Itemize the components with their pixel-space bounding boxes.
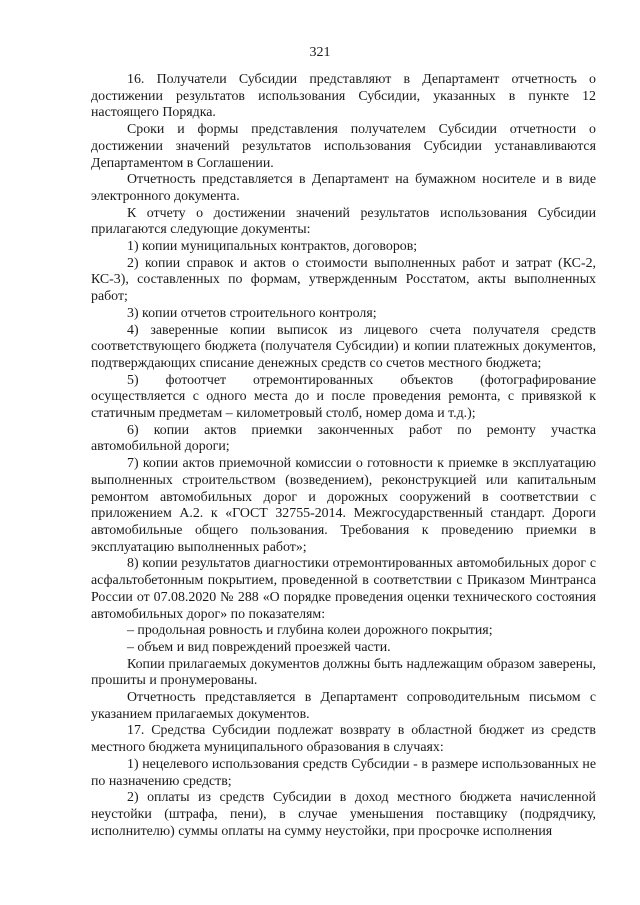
paragraph-attached-docs-intro: К отчету о достижении значений результатов использования Субсидии прилагаются следующие документы:: [91, 205, 596, 238]
list-item-7: 7) копии актов приемочной комиссии о готовности к приемке в эксплуатацию выполненных строительством (возведением), реконструкцией или капитальным ремонтом автомобильных дорог и дорожных сооружений в соответствии с приложением А.2. к «ГОСТ 32755-2014. Межгосударственный стандарт. Дороги автомобильные общего пользования. Требования к проведению приемки в эксплуатацию выполненных работ»;: [91, 456, 596, 555]
list-item-5: 5) фотоотчет отремонтированных объектов (фотографирование осуществляется с одного места до и после проведения ремонта, с привязкой к статичным предметам – километровый столб, номер дома и т.д.);: [91, 372, 596, 422]
list-item-1: 1) копии муниципальных контрактов, договоров;: [127, 239, 418, 255]
paragraph-report-format: Отчетность представляется в Департамент на бумажном носителе и в виде электронного документа.: [91, 172, 596, 204]
page-number: 321: [309, 45, 331, 60]
paragraph-copies-certified: Копии прилагаемых документов должны быть надлежащим образом заверены, прошиты и пронумерованы.: [91, 656, 596, 689]
list-item-2: 2) копии справок и актов о стоимости выполненных работ и затрат (КС-2, КС-3), составленных по формам, утвержденным Росстатом, акты выполненных работ;: [91, 255, 596, 305]
list-item-3: 3) копии отчетов строительного контроля;: [127, 305, 377, 321]
refund-case-2: 2) оплаты из средств Субсидии в доход местного бюджета начисленной неустойки (штрафа, пени), в случае уменьшения поставщику (подрядчику, исполнителю) суммы оплаты на сумму неустойки, при просрочке исполнения: [91, 790, 596, 839]
list-item-6: 6) копии актов приемки законченных работ по ремонту участка автомобильной дороги;: [91, 422, 596, 455]
paragraph-16: 16. Получатели Субсидии представляют в Департамент отчетность о достижении результатов использования Субсидии, указанных в пункте 12 настоящего Порядка.: [91, 72, 596, 121]
paragraph-cover-letter: Отчетность представляется в Департамент сопроводительным письмом с указанием прилагаемых документов.: [91, 690, 596, 722]
document-body: [91, 72, 596, 840]
paragraph-17: 17. Средства Субсидии подлежат возврату в областной бюджет из средств местного бюджета муниципального образования в случаях:: [91, 723, 596, 756]
list-item-4: 4) заверенные копии выписок из лицевого счета получателя средств соответствующего бюджета (получателя Субсидии) и копии платежных документов, подтверждающих списание денежных средств со счетов местного бюджета;: [91, 322, 596, 371]
indicator-item-1: – продольная ровность и глубина колеи дорожного покрытия;: [127, 623, 493, 639]
indicator-item-2: – объем и вид повреждений проезжей части.: [127, 639, 391, 655]
paragraph-report-terms: Сроки и формы представления получателем Субсидии отчетности о достижении значений результатов использования Субсидии устанавливаются Департаментом в Соглашении.: [91, 122, 596, 171]
refund-case-1: 1) нецелевого использования средств Субсидии - в размере использованных не по назначению средств;: [91, 756, 596, 789]
list-item-8: 8) копии результатов диагностики отремонтированных автомобильных дорог с асфальтобетонным покрытием, проведенной в соответствии с Приказом Минтранса России от 07.08.2020 № 288 «О порядке проведения оценки технического состояния автомобильных дорог» по показателям:: [91, 556, 596, 622]
